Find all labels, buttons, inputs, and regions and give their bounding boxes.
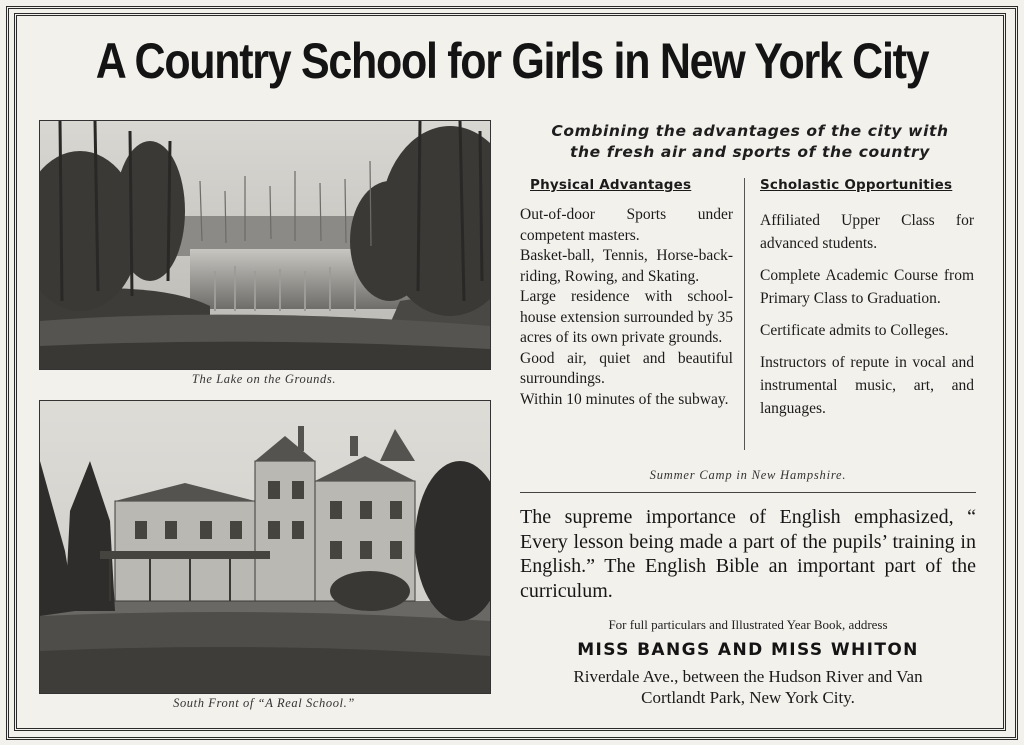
house-photo bbox=[39, 400, 491, 694]
lake-photo bbox=[39, 120, 491, 370]
column-divider bbox=[744, 178, 745, 450]
particulars-note: For full particulars and Illustrated Year Book, address bbox=[608, 617, 888, 632]
scholastic-list bbox=[760, 209, 974, 420]
principals-names: MISS BANGS AND MISS WHITON bbox=[577, 640, 919, 660]
physical-item: Large residence with school-house extension surrounded by 35 acres of its own private grounds. bbox=[520, 288, 733, 346]
tagline-line-1: Combining the advantages of the city with bbox=[551, 122, 949, 140]
physical-item: Out-of-door Sports under competent masters. bbox=[520, 206, 733, 244]
scholastic-item: Instructors of repute in vocal and instrumental music, art, and languages. bbox=[760, 354, 974, 417]
physical-list bbox=[520, 205, 733, 410]
scholastic-item: Affiliated Upper Class for advanced students. bbox=[760, 212, 974, 252]
section-rule bbox=[520, 492, 976, 493]
physical-item: Basket-ball, Tennis, Horse-back-riding, Rowing, and Skating. bbox=[520, 247, 733, 285]
scholastic-heading: Scholastic Opportunities bbox=[760, 177, 953, 193]
physical-item: Within 10 minutes of the subway. bbox=[520, 390, 729, 408]
summer-camp-note: Summer Camp in New Hampshire. bbox=[649, 468, 847, 482]
address-line-2: Cortlandt Park, New York City. bbox=[641, 688, 855, 707]
house-caption: South Front of “A Real School.” bbox=[173, 696, 355, 710]
address-line-1: Riverdale Ave., between the Hudson River and Van bbox=[573, 667, 923, 686]
tagline-line-2: the fresh air and sports of the country bbox=[570, 143, 930, 161]
scholastic-item: Complete Academic Course from Primary Class to Graduation. bbox=[760, 267, 974, 307]
physical-heading: Physical Advantages bbox=[530, 177, 692, 193]
address bbox=[520, 666, 976, 708]
lake-caption: The Lake on the Grounds. bbox=[191, 372, 337, 386]
english-emphasis: The supreme importance of English emphasized, “ Every lesson being made a part of the pupils’ training in English.” The English Bible an important part of the curriculum. bbox=[520, 506, 976, 602]
physical-item: Good air, quiet and beautiful surroundings. bbox=[520, 349, 733, 387]
headline: A Country School for Girls in New York City bbox=[95, 33, 929, 89]
scholastic-item: Certificate admits to Colleges. bbox=[760, 322, 949, 339]
tagline bbox=[520, 121, 980, 163]
